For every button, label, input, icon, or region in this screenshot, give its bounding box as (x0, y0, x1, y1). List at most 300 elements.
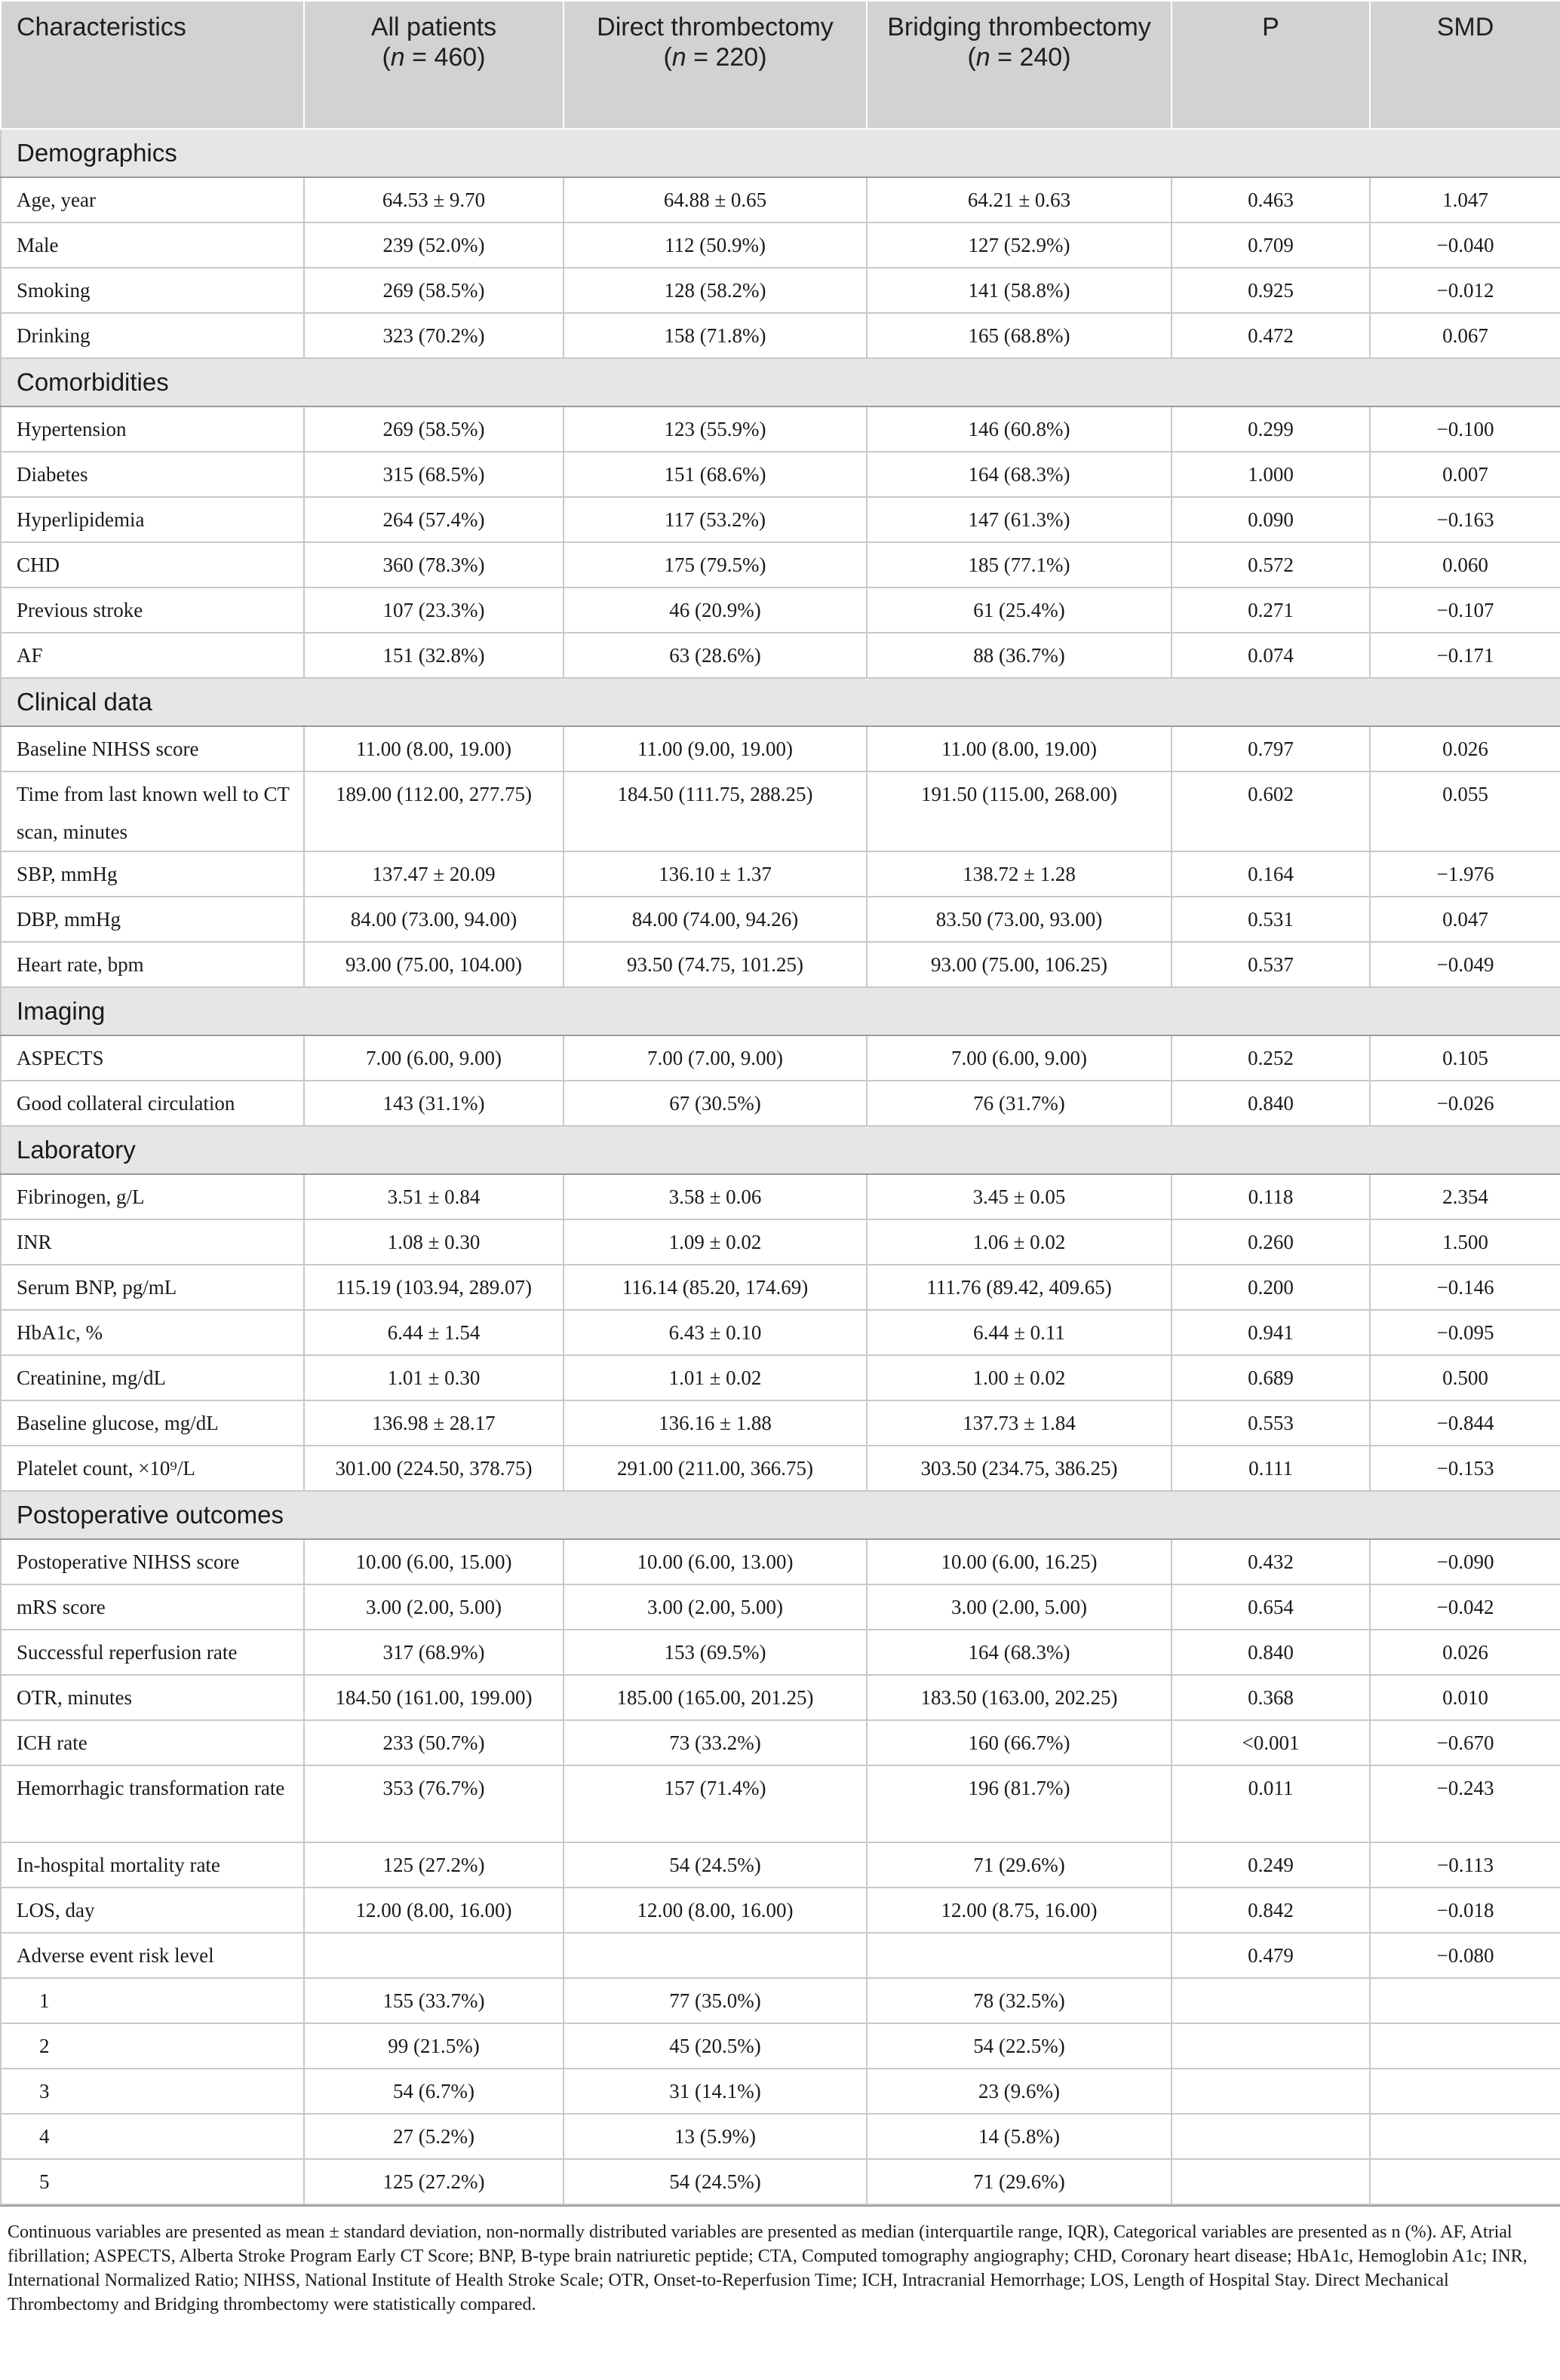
cell-smd: −0.026 (1370, 1081, 1560, 1126)
cell-direct: 175 (79.5%) (564, 542, 867, 587)
section-row (1, 358, 1560, 406)
cell-p-value: 0.537 (1172, 942, 1370, 987)
cell-all-patients: 239 (52.0%) (304, 222, 564, 268)
cell-direct: 3.00 (2.00, 5.00) (564, 1584, 867, 1630)
cell-smd: 0.055 (1370, 771, 1560, 851)
cell-p-value (1172, 1978, 1370, 2023)
cell-direct: 13 (5.9%) (564, 2114, 867, 2159)
cell-p-value: 0.090 (1172, 497, 1370, 542)
header-label: Direct thrombectomy (597, 13, 834, 41)
cell-all-patients: 353 (76.7%) (304, 1765, 564, 1842)
header-p-value (1172, 1, 1370, 129)
section-title: Imaging (1, 987, 1560, 1035)
cell-bridging: 76 (31.7%) (867, 1081, 1172, 1126)
cell-p-value: 0.840 (1172, 1081, 1370, 1126)
cell-direct: 3.58 ± 0.06 (564, 1174, 867, 1219)
cell-smd (1370, 2069, 1560, 2114)
cell-bridging: 64.21 ± 0.63 (867, 177, 1172, 222)
cell-characteristic: Fibrinogen, g/L (1, 1174, 304, 1219)
cell-characteristic: 5 (1, 2159, 304, 2204)
table-row (1, 1035, 1560, 1081)
cell-direct: 84.00 (74.00, 94.26) (564, 897, 867, 942)
cell-direct: 93.50 (74.75, 101.25) (564, 942, 867, 987)
table-header (1, 1, 1560, 129)
cell-direct: 7.00 (7.00, 9.00) (564, 1035, 867, 1081)
cell-all-patients: 189.00 (112.00, 277.75) (304, 771, 564, 851)
cell-direct: 6.43 ± 0.10 (564, 1310, 867, 1355)
cell-smd (1370, 2023, 1560, 2069)
cell-bridging: 71 (29.6%) (867, 2159, 1172, 2204)
cell-p-value: 0.472 (1172, 313, 1370, 358)
cell-smd: −0.090 (1370, 1539, 1560, 1584)
header-label: Bridging thrombectomy (887, 13, 1151, 41)
table-row (1, 1630, 1560, 1675)
table-row (1, 1310, 1560, 1355)
cell-all-patients: 10.00 (6.00, 15.00) (304, 1539, 564, 1584)
cell-p-value: 0.200 (1172, 1265, 1370, 1310)
cell-direct: 153 (69.5%) (564, 1630, 867, 1675)
header-n-italic: n (390, 43, 405, 72)
cell-p-value: 1.000 (1172, 452, 1370, 497)
cell-all-patients: 315 (68.5%) (304, 452, 564, 497)
cell-characteristic: LOS, day (1, 1888, 304, 1933)
cell-direct: 54 (24.5%) (564, 2159, 867, 2204)
cell-smd: −0.012 (1370, 268, 1560, 313)
cell-p-value: 0.368 (1172, 1675, 1370, 1720)
cell-bridging: 183.50 (163.00, 202.25) (867, 1675, 1172, 1720)
cell-characteristic: 2 (1, 2023, 304, 2069)
cell-all-patients: 84.00 (73.00, 94.00) (304, 897, 564, 942)
cell-all-patients: 125 (27.2%) (304, 1842, 564, 1888)
cell-direct: 157 (71.4%) (564, 1765, 867, 1842)
cell-characteristic: Hemorrhagic transformation rate (1, 1765, 304, 1842)
header-smd (1370, 1, 1560, 129)
cell-smd: 0.026 (1370, 726, 1560, 771)
cell-smd: 0.105 (1370, 1035, 1560, 1081)
cell-bridging: 141 (58.8%) (867, 268, 1172, 313)
cell-p-value: 0.840 (1172, 1630, 1370, 1675)
cell-bridging: 160 (66.7%) (867, 1720, 1172, 1765)
cell-all-patients: 27 (5.2%) (304, 2114, 564, 2159)
cell-characteristic: Creatinine, mg/dL (1, 1355, 304, 1400)
table-row (1, 633, 1560, 678)
cell-bridging: 88 (36.7%) (867, 633, 1172, 678)
cell-direct: 77 (35.0%) (564, 1978, 867, 2023)
cell-smd: −0.040 (1370, 222, 1560, 268)
cell-bridging: 54 (22.5%) (867, 2023, 1172, 2069)
cell-bridging: 83.50 (73.00, 93.00) (867, 897, 1172, 942)
table-row (1, 1675, 1560, 1720)
cell-smd: 0.026 (1370, 1630, 1560, 1675)
table-row (1, 1539, 1560, 1584)
cell-p-value (1172, 2159, 1370, 2204)
header-characteristics (1, 1, 304, 129)
cell-direct: 31 (14.1%) (564, 2069, 867, 2114)
cell-characteristic: AF (1, 633, 304, 678)
cell-characteristic: Adverse event risk level (1, 1933, 304, 1978)
table-row (1, 1842, 1560, 1888)
cell-all-patients: 6.44 ± 1.54 (304, 1310, 564, 1355)
cell-characteristic: Smoking (1, 268, 304, 313)
cell-p-value: <0.001 (1172, 1720, 1370, 1765)
cell-characteristic: Time from last known well to CT scan, minutes (1, 771, 304, 851)
cell-direct: 116.14 (85.20, 174.69) (564, 1265, 867, 1310)
cell-smd: −0.146 (1370, 1265, 1560, 1310)
cell-bridging (867, 1933, 1172, 1978)
section-title: Postoperative outcomes (1, 1491, 1560, 1539)
table-row (1, 726, 1560, 771)
cell-p-value: 0.602 (1172, 771, 1370, 851)
header-all-patients (304, 1, 564, 129)
header-label: Characteristics (17, 13, 186, 41)
cell-bridging: 146 (60.8%) (867, 406, 1172, 452)
cell-p-value: 0.463 (1172, 177, 1370, 222)
cell-characteristic: DBP, mmHg (1, 897, 304, 942)
cell-characteristic: ICH rate (1, 1720, 304, 1765)
cell-p-value: 0.164 (1172, 851, 1370, 897)
section-title: Clinical data (1, 678, 1560, 726)
cell-direct: 151 (68.6%) (564, 452, 867, 497)
cell-bridging: 111.76 (89.42, 409.65) (867, 1265, 1172, 1310)
cell-characteristic: HbA1c, % (1, 1310, 304, 1355)
cell-all-patients: 301.00 (224.50, 378.75) (304, 1446, 564, 1491)
table-row (1, 2023, 1560, 2069)
cell-all-patients: 269 (58.5%) (304, 268, 564, 313)
cell-smd: 2.354 (1370, 1174, 1560, 1219)
cell-all-patients: 115.19 (103.94, 289.07) (304, 1265, 564, 1310)
cell-p-value: 0.654 (1172, 1584, 1370, 1630)
cell-all-patients: 99 (21.5%) (304, 2023, 564, 2069)
cell-p-value: 0.531 (1172, 897, 1370, 942)
cell-p-value: 0.111 (1172, 1446, 1370, 1491)
cell-p-value: 0.074 (1172, 633, 1370, 678)
cell-p-value (1172, 2069, 1370, 2114)
table-row (1, 1446, 1560, 1491)
cell-direct: 136.16 ± 1.88 (564, 1400, 867, 1446)
cell-p-value: 0.842 (1172, 1888, 1370, 1933)
cell-bridging: 23 (9.6%) (867, 2069, 1172, 2114)
table-row (1, 1933, 1560, 1978)
cell-smd: 1.047 (1370, 177, 1560, 222)
table-row (1, 268, 1560, 313)
cell-smd: −0.670 (1370, 1720, 1560, 1765)
cell-direct: 54 (24.5%) (564, 1842, 867, 1888)
cell-bridging: 6.44 ± 0.11 (867, 1310, 1172, 1355)
cell-bridging: 303.50 (234.75, 386.25) (867, 1446, 1172, 1491)
header-label: SMD (1436, 13, 1494, 41)
table-row (1, 2159, 1560, 2204)
cell-characteristic: Age, year (1, 177, 304, 222)
cell-direct: 123 (55.9%) (564, 406, 867, 452)
header-n-rest: = 240) (990, 43, 1071, 72)
cell-characteristic: Hyperlipidemia (1, 497, 304, 542)
cell-p-value: 0.797 (1172, 726, 1370, 771)
cell-direct: 10.00 (6.00, 13.00) (564, 1539, 867, 1584)
cell-bridging: 11.00 (8.00, 19.00) (867, 726, 1172, 771)
table-row (1, 897, 1560, 942)
cell-all-patients: 107 (23.3%) (304, 587, 564, 633)
cell-all-patients: 233 (50.7%) (304, 1720, 564, 1765)
cell-smd: −0.095 (1370, 1310, 1560, 1355)
cell-all-patients: 155 (33.7%) (304, 1978, 564, 2023)
cell-all-patients: 93.00 (75.00, 104.00) (304, 942, 564, 987)
cell-p-value: 0.941 (1172, 1310, 1370, 1355)
cell-bridging: 78 (32.5%) (867, 1978, 1172, 2023)
cell-smd: −0.113 (1370, 1842, 1560, 1888)
table-row (1, 1081, 1560, 1126)
cell-all-patients: 54 (6.7%) (304, 2069, 564, 2114)
cell-p-value: 0.299 (1172, 406, 1370, 452)
cell-bridging: 71 (29.6%) (867, 1842, 1172, 1888)
cell-bridging: 3.00 (2.00, 5.00) (867, 1584, 1172, 1630)
cell-smd: −0.042 (1370, 1584, 1560, 1630)
cell-direct: 11.00 (9.00, 19.00) (564, 726, 867, 771)
cell-characteristic: In-hospital mortality rate (1, 1842, 304, 1888)
section-row (1, 1126, 1560, 1174)
cell-all-patients: 184.50 (161.00, 199.00) (304, 1675, 564, 1720)
cell-characteristic: INR (1, 1219, 304, 1265)
cell-p-value: 0.249 (1172, 1842, 1370, 1888)
cell-smd: −0.100 (1370, 406, 1560, 452)
cell-bridging: 164 (68.3%) (867, 452, 1172, 497)
cell-characteristic: OTR, minutes (1, 1675, 304, 1720)
cell-characteristic: 1 (1, 1978, 304, 2023)
cell-bridging: 12.00 (8.75, 16.00) (867, 1888, 1172, 1933)
table-footnote: Continuous variables are presented as mean ± standard deviation, non-normally distributed variables are presented as median (interquartile range, IQR), Categorical variables are presented as n (%). AF, Atrial fibrillation; ASPECTS, Alberta Stroke Program Early CT Score; BNP, B-type brain natriuretic peptide; CTA, Computed tomography angiography; CHD, Coronary heart disease; HbA1c, Hemoglobin A1c; INR, International Normalized Ratio; NIHSS, National Institute of Health Stroke Scale; OTR, Onset-to-Reperfusion Time; ICH, Intracranial Hemorrhage; LOS, Length of Hospital Stay. Direct Mechanical Thrombectomy and Bridging thrombectomy were statistically compared. (0, 2205, 1560, 2317)
cell-characteristic: Serum BNP, pg/mL (1, 1265, 304, 1310)
cell-direct: 128 (58.2%) (564, 268, 867, 313)
cell-all-patients: 3.51 ± 0.84 (304, 1174, 564, 1219)
cell-characteristic: Platelet count, ×10⁹/L (1, 1446, 304, 1491)
cell-characteristic: Hypertension (1, 406, 304, 452)
header-n-open: ( (382, 43, 391, 72)
cell-smd: −0.018 (1370, 1888, 1560, 1933)
table-row (1, 406, 1560, 452)
cell-characteristic: Baseline NIHSS score (1, 726, 304, 771)
cell-characteristic: Postoperative NIHSS score (1, 1539, 304, 1584)
cell-all-patients: 11.00 (8.00, 19.00) (304, 726, 564, 771)
cell-smd: −0.080 (1370, 1933, 1560, 1978)
table-row (1, 1219, 1560, 1265)
table-row (1, 177, 1560, 222)
cell-characteristic: Baseline glucose, mg/dL (1, 1400, 304, 1446)
cell-all-patients: 1.08 ± 0.30 (304, 1219, 564, 1265)
cell-smd: −0.171 (1370, 633, 1560, 678)
table-row (1, 2114, 1560, 2159)
cell-smd: 0.047 (1370, 897, 1560, 942)
cell-direct: 63 (28.6%) (564, 633, 867, 678)
cell-all-patients: 7.00 (6.00, 9.00) (304, 1035, 564, 1081)
cell-direct: 185.00 (165.00, 201.25) (564, 1675, 867, 1720)
cell-bridging: 61 (25.4%) (867, 587, 1172, 633)
cell-all-patients: 12.00 (8.00, 16.00) (304, 1888, 564, 1933)
cell-all-patients: 143 (31.1%) (304, 1081, 564, 1126)
cell-direct: 136.10 ± 1.37 (564, 851, 867, 897)
cell-p-value (1172, 2114, 1370, 2159)
cell-smd: −0.844 (1370, 1400, 1560, 1446)
header-n-open: ( (663, 43, 672, 72)
table-row (1, 452, 1560, 497)
cell-direct: 12.00 (8.00, 16.00) (564, 1888, 867, 1933)
cell-p-value: 0.271 (1172, 587, 1370, 633)
table-row (1, 222, 1560, 268)
header-label: All patients (370, 13, 497, 41)
cell-p-value: 0.432 (1172, 1539, 1370, 1584)
section-title: Demographics (1, 129, 1560, 177)
cell-smd: 1.500 (1370, 1219, 1560, 1265)
cell-smd: −0.243 (1370, 1765, 1560, 1842)
table-row (1, 1355, 1560, 1400)
cell-characteristic: Successful reperfusion rate (1, 1630, 304, 1675)
table-row (1, 1400, 1560, 1446)
cell-p-value (1172, 2023, 1370, 2069)
table-row (1, 1720, 1560, 1765)
cell-p-value: 0.553 (1172, 1400, 1370, 1446)
cell-p-value: 0.572 (1172, 542, 1370, 587)
table-row (1, 1584, 1560, 1630)
section-title: Comorbidities (1, 358, 1560, 406)
cell-all-patients: 269 (58.5%) (304, 406, 564, 452)
table-row (1, 587, 1560, 633)
cell-bridging: 10.00 (6.00, 16.25) (867, 1539, 1172, 1584)
table-body (1, 129, 1560, 2204)
cell-smd: −0.153 (1370, 1446, 1560, 1491)
cell-characteristic: CHD (1, 542, 304, 587)
header-bridging-thrombectomy (867, 1, 1172, 129)
cell-direct: 73 (33.2%) (564, 1720, 867, 1765)
cell-smd: 0.010 (1370, 1675, 1560, 1720)
header-row (1, 1, 1560, 129)
cell-bridging: 1.06 ± 0.02 (867, 1219, 1172, 1265)
cell-bridging: 3.45 ± 0.05 (867, 1174, 1172, 1219)
header-n-rest: = 220) (686, 43, 767, 72)
cell-all-patients: 317 (68.9%) (304, 1630, 564, 1675)
cell-smd: 0.500 (1370, 1355, 1560, 1400)
section-row (1, 678, 1560, 726)
cell-characteristic: Drinking (1, 313, 304, 358)
table-row (1, 1265, 1560, 1310)
header-direct-thrombectomy (564, 1, 867, 129)
cell-smd: 0.067 (1370, 313, 1560, 358)
cell-bridging: 138.72 ± 1.28 (867, 851, 1172, 897)
cell-direct: 64.88 ± 0.65 (564, 177, 867, 222)
cell-p-value: 0.252 (1172, 1035, 1370, 1081)
cell-bridging: 14 (5.8%) (867, 2114, 1172, 2159)
cell-all-patients (304, 1933, 564, 1978)
cell-characteristic: Previous stroke (1, 587, 304, 633)
section-row (1, 987, 1560, 1035)
cell-smd: −1.976 (1370, 851, 1560, 897)
cell-smd: −0.163 (1370, 497, 1560, 542)
cell-p-value: 0.709 (1172, 222, 1370, 268)
cell-p-value: 0.479 (1172, 1933, 1370, 1978)
section-title: Laboratory (1, 1126, 1560, 1174)
cell-direct: 67 (30.5%) (564, 1081, 867, 1126)
table-row (1, 2069, 1560, 2114)
cell-p-value: 0.260 (1172, 1219, 1370, 1265)
cell-smd: 0.007 (1370, 452, 1560, 497)
header-label: P (1262, 13, 1279, 41)
cell-bridging: 127 (52.9%) (867, 222, 1172, 268)
cell-direct: 291.00 (211.00, 366.75) (564, 1446, 867, 1491)
cell-bridging: 191.50 (115.00, 268.00) (867, 771, 1172, 851)
cell-characteristic: SBP, mmHg (1, 851, 304, 897)
table-row (1, 851, 1560, 897)
cell-direct: 1.01 ± 0.02 (564, 1355, 867, 1400)
cell-all-patients: 151 (32.8%) (304, 633, 564, 678)
cell-all-patients: 323 (70.2%) (304, 313, 564, 358)
cell-direct: 112 (50.9%) (564, 222, 867, 268)
cell-smd: 0.060 (1370, 542, 1560, 587)
cell-bridging: 164 (68.3%) (867, 1630, 1172, 1675)
cell-characteristic: ASPECTS (1, 1035, 304, 1081)
cell-direct (564, 1933, 867, 1978)
cell-all-patients: 64.53 ± 9.70 (304, 177, 564, 222)
header-n-rest: = 460) (404, 43, 486, 72)
table-row (1, 771, 1560, 851)
cell-characteristic: Good collateral circulation (1, 1081, 304, 1126)
cell-bridging: 1.00 ± 0.02 (867, 1355, 1172, 1400)
cell-characteristic: Male (1, 222, 304, 268)
cell-bridging: 165 (68.8%) (867, 313, 1172, 358)
cell-smd: −0.107 (1370, 587, 1560, 633)
header-n-italic: n (671, 43, 686, 72)
cell-direct: 117 (53.2%) (564, 497, 867, 542)
cell-characteristic: 3 (1, 2069, 304, 2114)
table-row (1, 1978, 1560, 2023)
cell-all-patients: 136.98 ± 28.17 (304, 1400, 564, 1446)
cell-p-value: 0.118 (1172, 1174, 1370, 1219)
cell-p-value: 0.925 (1172, 268, 1370, 313)
cell-p-value: 0.011 (1172, 1765, 1370, 1842)
cell-direct: 1.09 ± 0.02 (564, 1219, 867, 1265)
cell-smd (1370, 1978, 1560, 2023)
cell-all-patients: 125 (27.2%) (304, 2159, 564, 2204)
cell-all-patients: 264 (57.4%) (304, 497, 564, 542)
cell-characteristic: Diabetes (1, 452, 304, 497)
table-row (1, 497, 1560, 542)
section-row (1, 1491, 1560, 1539)
table-row (1, 542, 1560, 587)
cell-smd: −0.049 (1370, 942, 1560, 987)
cell-bridging: 7.00 (6.00, 9.00) (867, 1035, 1172, 1081)
cell-smd (1370, 2159, 1560, 2204)
cell-all-patients: 3.00 (2.00, 5.00) (304, 1584, 564, 1630)
table-row (1, 313, 1560, 358)
cell-all-patients: 1.01 ± 0.30 (304, 1355, 564, 1400)
table-row (1, 1888, 1560, 1933)
cell-direct: 184.50 (111.75, 288.25) (564, 771, 867, 851)
section-row (1, 129, 1560, 177)
cell-bridging: 185 (77.1%) (867, 542, 1172, 587)
cell-bridging: 137.73 ± 1.84 (867, 1400, 1172, 1446)
cell-characteristic: mRS score (1, 1584, 304, 1630)
header-n-italic: n (975, 43, 990, 72)
cell-all-patients: 360 (78.3%) (304, 542, 564, 587)
table-row (1, 1174, 1560, 1219)
cell-direct: 46 (20.9%) (564, 587, 867, 633)
cell-bridging: 147 (61.3%) (867, 497, 1172, 542)
cell-smd (1370, 2114, 1560, 2159)
cell-characteristic: 4 (1, 2114, 304, 2159)
cell-direct: 158 (71.8%) (564, 313, 867, 358)
table-row (1, 1765, 1560, 1842)
cell-bridging: 196 (81.7%) (867, 1765, 1172, 1842)
table-row (1, 942, 1560, 987)
cell-direct: 45 (20.5%) (564, 2023, 867, 2069)
cell-all-patients: 137.47 ± 20.09 (304, 851, 564, 897)
cell-bridging: 93.00 (75.00, 106.25) (867, 942, 1172, 987)
